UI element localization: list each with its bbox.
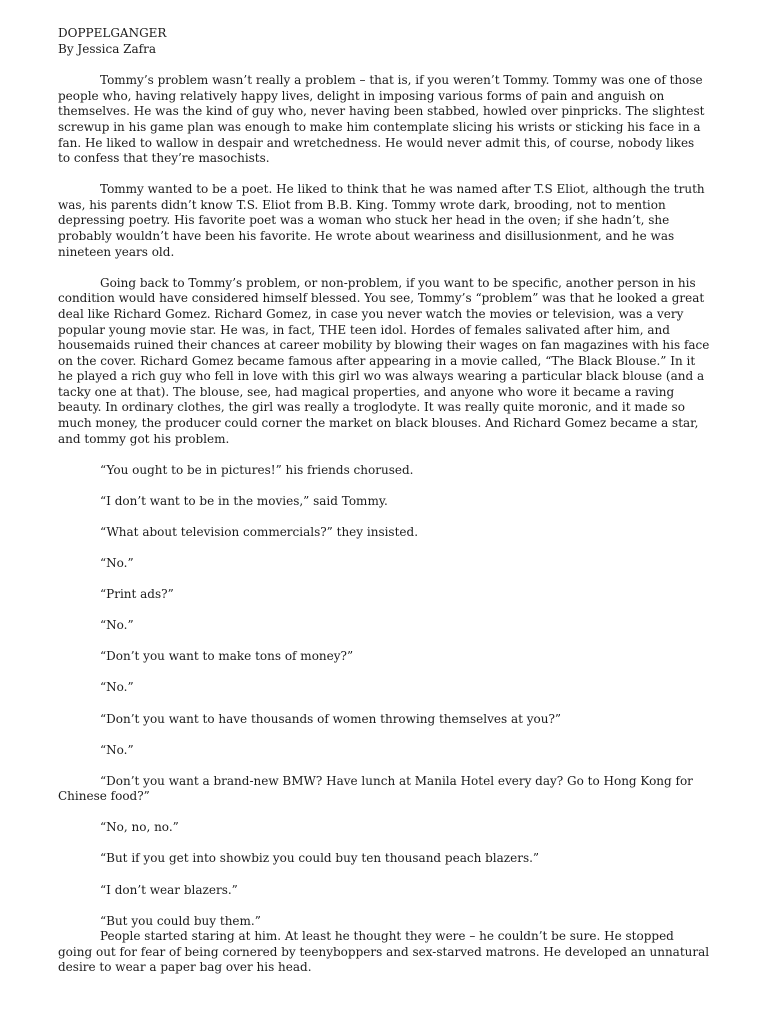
dialogue-line: “I don’t want to be in the movies,” said Tommy. [100,493,388,508]
dialogue-line: “Don’t you want to have thousands of women throwing themselves at you?” [100,711,562,726]
dialogue-line: “But if you get into showbiz you could buy ten thousand peach blazers.” [100,851,540,866]
dialogue-line: “You ought to be in pictures!” his friends chorused. [100,462,414,477]
paragraph: Going back to Tommy’s problem, or non-problem, if you want to be specific, another person in his condition would have considered himself blessed. You see, Tommy’s “problem” was that he looked a great deal like Richard Gomez. Richard Gomez, in case you never watch the movies or television, was a very popular young movie star. He was, in fact, THE teen idol. Hordes of females salivated after him, and housemaids ruined their chances at career mobility by blowing their wages on fan magazines with his face on the cover. Richard Gomez became famous after appearing in a movie called, “The Black Blouse.” In it he played a rich guy who fell in love with this girl wo was always wearing a particular black blouse (and a tacky one at that). The blouse, see, had magical properties, and anyone who wore it became a raving beauty. In ordinary clothes, the girl was really a troglodyte. It was really quite moronic, and it made so much money, the producer could corner the market on black blouses. And Richard Gomez became a star, and tommy got his problem. [58,275,710,446]
dialogue-line: “No, no, no.” [100,820,179,835]
paragraph: People started staring at him. At least he thought they were – he couldn’t be sure. He stopped going out for fear of being cornered by teenyboppers and sex-starved matrons. He developed an unnatural desire to wear a paper bag over his head. [58,929,710,975]
dialogue-line: “Don’t you want a brand-new BMW? Have lunch at Manila Hotel every day? Go to Hong Kong for Chinese food?” [58,773,693,804]
dialogue-line: “No.” [100,556,134,571]
dialogue-line: “Don’t you want to make tons of money?” [100,649,354,664]
dialogue-line: “Print ads?” [100,587,174,602]
author-byline: By Jessica Zafra [58,41,156,56]
paragraph: Tommy wanted to be a poet. He liked to think that he was named after T.S Eliot, although the truth was, his parents didn’t know T.S. Eliot from B.B. King. Tommy wrote dark, brooding, not to mention depressing poetry. His favorite poet was a woman who stuck her head in the oven; if she hadn’t, she probably wouldn’t have been his favorite. He wrote about weariness and disillusionment, and he was nineteen years old. [58,182,705,259]
story-title: DOPPELGANGER [58,26,167,40]
dialogue-line: “What about television commercials?” they insisted. [100,524,419,539]
dialogue-line: “No.” [100,618,134,633]
dialogue-line: “No.” [100,742,134,757]
paragraph: Tommy’s problem wasn’t really a problem – that is, if you weren’t Tommy. Tommy was one of those people who, having relatively happy lives, delight in imposing various forms of pain and anguish on themselves. He was the kind of guy who, never having been stabbed, howled over pinpricks. The slightest screwup in his game plan was enough to make him contemplate slicing his wrists or sticking his face in a fan. He liked to wallow in despair and wretchedness. He would never admit this, of course, nobody likes to confess that they’re masochists. [58,73,705,166]
dialogue-line: “No.” [100,680,134,695]
dialogue-line: “I don’t wear blazers.” [100,882,238,897]
dialogue-line: “But you could buy them.” [100,913,261,928]
